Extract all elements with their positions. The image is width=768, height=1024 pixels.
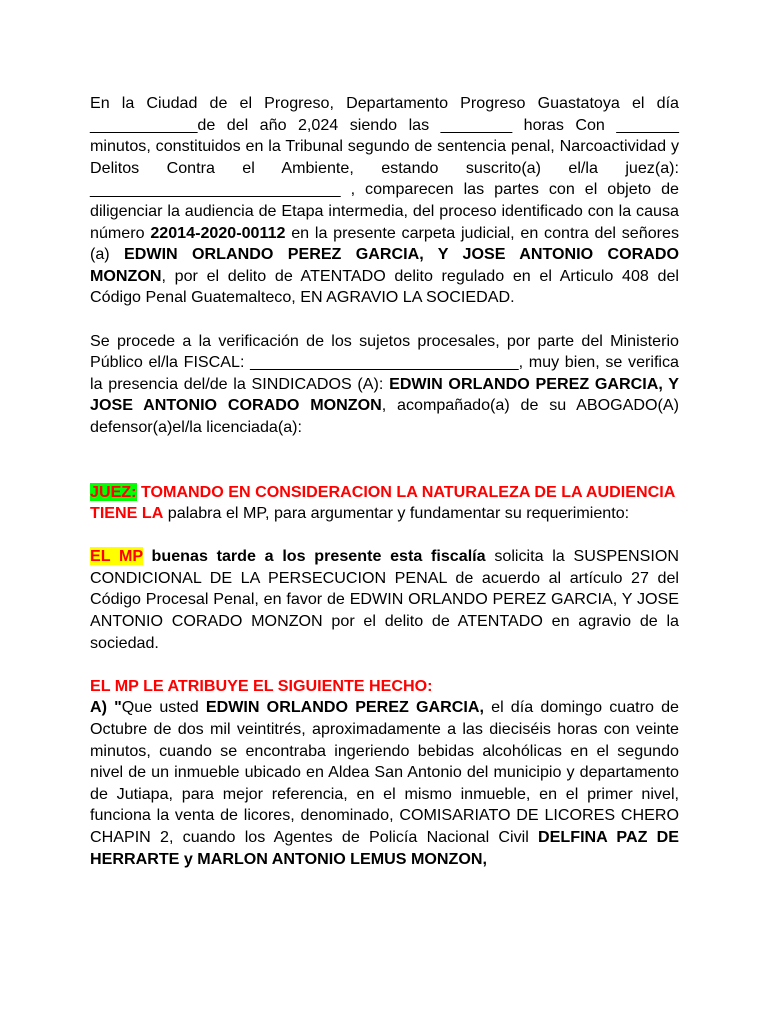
accused-names: EDWIN ORLANDO PEREZ GARCIA, Y JOSE ANTONIO CORADO MONZON [90, 374, 679, 415]
opening-text: En la Ciudad de el Progreso, Departamento Progreso Guastatoya el día ____________de del año 2,024 siendo las ________ horas Con _______ minutos, constituidos en la Tribunal segundo de sentencia penal, Narcoactividad y Delitos Contra el Ambiente, estando suscrito(a) el/la juez(a): ____________________________ , comparecen las partes con el objeto de diligenciar la audiencia de Etapa intermedia, del proceso identificado con la causa número [90, 94, 679, 242]
judge-heading: TOMANDO EN CONSIDERACION LA NATURALEZA DE LA AUDIENCIA TIENE LA [90, 482, 675, 523]
fact-marker: A) " [90, 698, 122, 717]
mp-greeting: buenas tarde a los presente esta fiscalía [142, 547, 486, 566]
judge-speaker-label: JUEZ: [90, 482, 137, 501]
verification-paragraph [90, 331, 679, 439]
facts-paragraph [90, 697, 679, 870]
opening-text-3: , por el delito de ATENTADO delito regulado en el Articulo 408 del Código Penal Guatemalteco, EN AGRAVIO LA SOCIEDAD. [90, 266, 679, 307]
accused-names: EDWIN ORLANDO PEREZ GARCIA, Y JOSE ANTONIO CORADO MONZON [90, 245, 680, 285]
case-number: 22014-2020-00112 [150, 223, 286, 242]
fact-text-2: el día domingo cuatro de Octubre de dos mil veintitrés, aproximadamente a las dieciséis horas con veinte minutos, cuando se encontraba ingeriendo bebidas alcohólicas en el segundo nivel de un inmueble ubicado en Aldea San Antonio del municipio y departamento de Jutiapa, para mejor referencia, en el mismo inmueble, en el primer nivel, funciona la venta de licores, denominado, COMISARIATO DE LICORES CHERO CHAPIN 2, cuando los Agentes de Policía Nacional Civil [90, 698, 680, 846]
fact-accused-name: EDWIN ORLANDO PEREZ GARCIA, [205, 698, 484, 717]
mp-request-paragraph [90, 546, 679, 654]
fact-text: Que usted [121, 698, 206, 717]
verification-text: Se procede a la verificación de los sujetos procesales, por parte del Ministerio Público el/la FISCAL: ______________________________, muy bien, se verifica la presencia del/de la SINDICADOS (A): [90, 331, 679, 393]
judge-text: palabra el MP, para argumentar y fundamentar su requerimiento: [163, 504, 630, 523]
opening-text-2: en la presente carpeta judicial, en contra del señores (a) [90, 223, 680, 264]
police-agents-names: DELFINA PAZ DE HERRARTE y MARLON ANTONIO LEMUS MONZON, [90, 828, 679, 868]
judge-paragraph [90, 482, 679, 525]
facts-heading: EL MP LE ATRIBUYE EL SIGUIENTE HECHO: [90, 676, 433, 695]
hearing-opening-paragraph [90, 93, 679, 309]
mp-request-text: solicita la SUSPENSION CONDICIONAL DE LA PERSECUCION PENAL de acuerdo al artículo 27 del Código Procesal Penal, en favor de EDWIN ORLANDO PEREZ GARCIA, Y JOSE ANTONIO CORADO MONZON por el delito de ATENTADO en agravio de la sociedad. [90, 547, 679, 652]
mp-speaker-label: EL MP [90, 547, 143, 566]
verification-text-2: , acompañado(a) de su ABOGADO(A) defensor(a)el/la licenciada(a): [90, 396, 679, 436]
